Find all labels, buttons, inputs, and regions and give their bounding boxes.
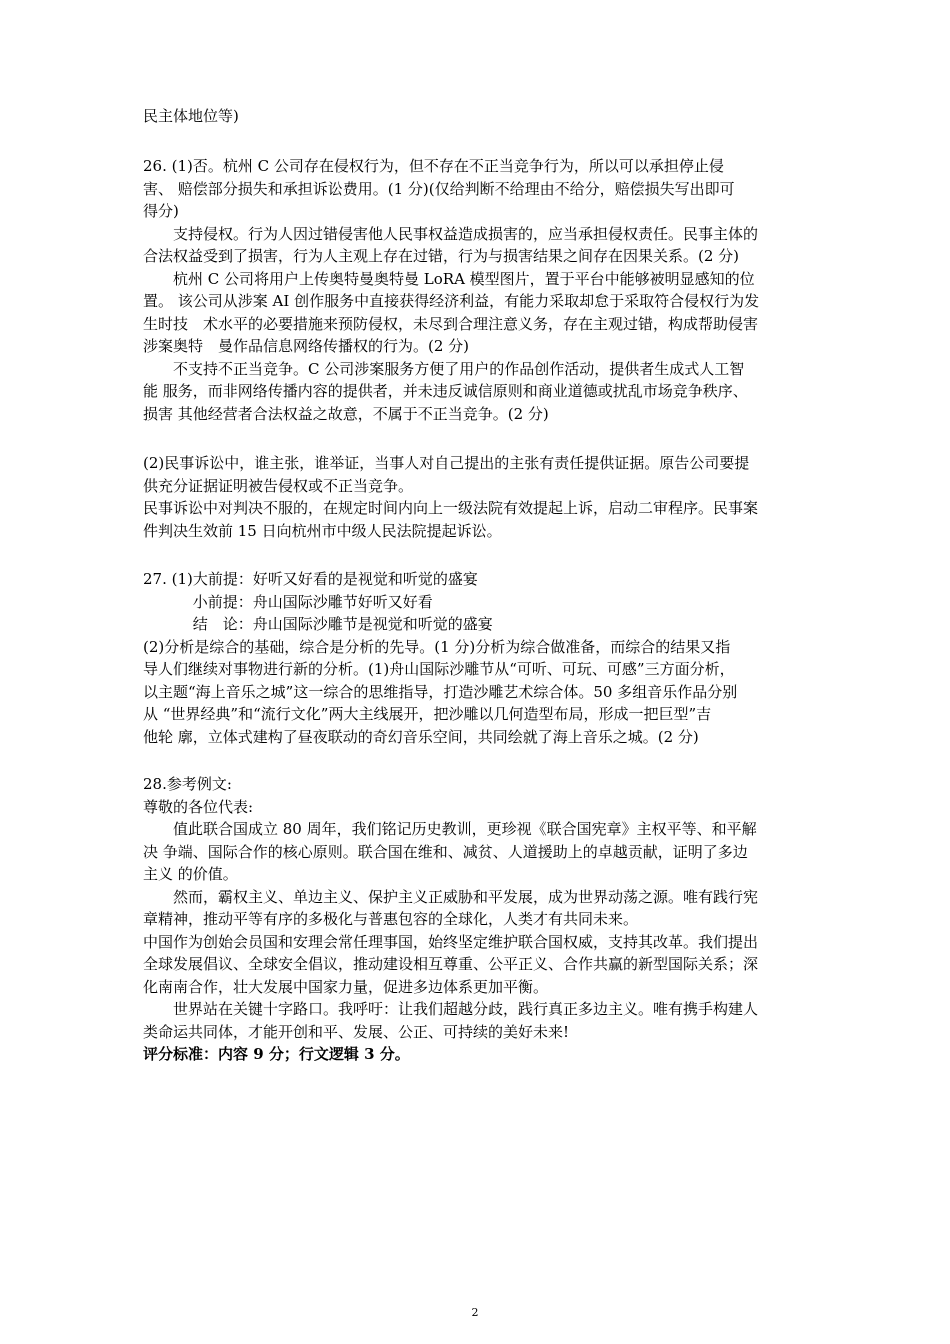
answer-26-part1: 26. (1)否。杭州 C 公司存在侵权行为，但不存在不正当竞争行为，所以可以承担停止侵 害、 赔偿部分损失和承担诉讼费用。(1 分)(仅给判断不给理由不给分，赔偿损失写出即可 得分) 支持侵权。行为人因过错侵害他人民事权益造成损害的，应当承担侵权责任。民事主体的 合法权益受到了损害，行为人主观上存在过错，行为与损害结果之间存在因果关系。(2 分) 杭州 C 公司将用户上传奥特曼奥特曼 LoRA 模型图片，置于平台中能够被明显感知的位 置。 该公司从涉案 AI 创作服务中直接获得经济利益，有能力采取却怠于采取符合侵权行为发 生时技 术水平的必要措施来预防侵权，未尽到合理注意义务，存在主观过错，构成帮助侵害 涉案奥特 曼作品信息网络传播权的行为。(2 分) 不支持不正当竞争。C 公司涉案服务方便了用户的作品创作活动，提供者生成式人工智 能 服务，而非网络传播内容的提供者，并未违反诚信原则和商业道德或扰乱市场竞争秩序、 损害 其他经营者合法权益之故意，不属于不正当竞争。(2 分): [143, 157, 760, 423]
answer-28: 28.参考例文: 尊敬的各位代表: 值此联合国成立 80 周年，我们铭记历史教训，更珍视《联合国宪章》主权平等、和平解 决 争端、国际合作的核心原则。联合国在维和、减贫、人道援助上的卓越贡献，证明了多边 主义 的价值。 然而，霸权主义、单边主义、保护主义正威胁和平发展，成为世界动荡之源。唯有践行宪 章精神，推动平等有序的多极化与普惠包容的全球化，人类才有共同未来。 中国作为创始会员国和安理会常任理事国，始终坚定维护联合国权威，支持其改革。我们提出 全球发展倡议、全球安全倡议，推动建设相互尊重、公平正义、合作共赢的新型国际关系；深 化南南合作，壮大发展中国家力量，促进多边体系更加平衡。 世界站在关键十字路口。我呼吁：让我们超越分歧，践行真正多边主义。唯有携手构建人 类命运共同体，才能开创和平、发展、公正、可持续的美好未来! 评分标准：内容 9 分；行文逻辑 3 分。: [143, 773, 833, 1066]
answer-27: 27. (1)大前提：好听又好看的是视觉和听觉的盛宴 小前提：舟山国际沙雕节好听又好看 结 论：舟山国际沙雕节是视觉和听觉的盛宴 (2)分析是综合的基础，综合是分析的先导。(1 分)分析为综合做准备，而综合的结果又指 导人们继续对事物进行新的分析。(1)舟山国际沙雕节从“可听、可玩、可感”三方面分析， 以主题“海上音乐之城”这一综合的思维指导，打造沙雕艺术综合体。50 多组音乐作品分别 从 “世界经典”和“流行文化”两大主线展开，把沙雕以几何造型布局，形成一把巨型”吉 他轮 廓，立体式建构了昼夜联动的奇幻音乐空间，共同绘就了海上音乐之城。(2 分): [143, 570, 738, 746]
answer-26-part2: (2)民事诉讼中，谁主张，谁举证，当事人对自己提出的主张有责任提供证据。原告公司要提 供充分证据证明被告侵权或不正当竞争。 民事诉讼中对判决不服的，在规定时间内向上一级法院有效提起上诉，启动二审程序。民事案 件判决生效前 15 日向杭州市中级人民法院提起诉讼。: [143, 454, 759, 540]
continuation-text: 民主体地位等): [143, 107, 239, 125]
scoring-criteria: 评分标准：内容 9 分；行文逻辑 3 分。: [143, 1045, 410, 1063]
page-number: 2: [471, 1306, 479, 1319]
